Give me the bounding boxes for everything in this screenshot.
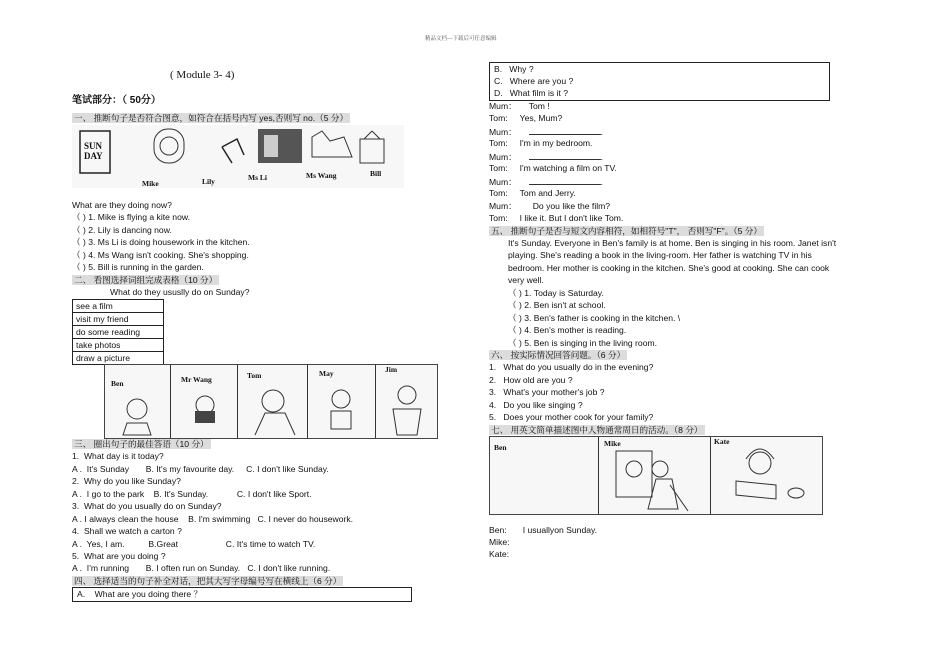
pic-label-mike: Mike	[142, 179, 159, 188]
pic-label-bill: Bill	[370, 169, 382, 178]
list-item: 3. What's your mother's job ?	[489, 387, 605, 397]
list-item: （ ) 1. Mike is flying a kite now.	[72, 212, 190, 222]
list-item: （ ) 5. Bill is running in the garden.	[72, 262, 204, 272]
section-1-picture	[72, 125, 404, 188]
pic-name-mike: Mike	[604, 439, 621, 448]
answer-blank[interactable]	[529, 126, 601, 135]
vocab-item: see a film	[73, 300, 163, 313]
dialog-line: Tom: I'm watching a film on TV.	[489, 163, 617, 173]
list-item: A . I go to the park B. It's Sunday. C. I don't like Sport.	[72, 489, 312, 499]
answer-line-mike: Mike:	[489, 537, 510, 547]
section-2-question: What do they ususlly do on Sunday?	[110, 287, 250, 297]
sunday-sign-label: SUN DAY	[84, 141, 103, 161]
dialog-line: Mum： Do you like the film?	[489, 201, 611, 211]
option-c: C. Where are you ?	[494, 76, 574, 86]
answer-blank[interactable]	[529, 176, 601, 185]
list-item: A . Yes, I am. B.Great C. It's time to watch TV.	[72, 539, 316, 549]
list-item: A . I always clean the house B. I'm swimming C. I never do housework.	[72, 514, 354, 524]
option-b: B. Why ?	[494, 64, 534, 74]
list-item: （ ) 1. Today is Saturday.	[508, 288, 604, 298]
list-item: A . It's Sunday B. It's my favourite day. C. I don't like Sunday.	[72, 464, 329, 474]
section-6-header: 六、 按实际情况回答问题。（6 分）	[491, 350, 626, 360]
list-item: 2. How old are you ?	[489, 375, 573, 385]
vocab-item: visit my friend	[73, 313, 163, 326]
name-label-jim: Jim	[385, 365, 398, 374]
dialog-line: Tom: I like it. But I don't like Tom.	[489, 213, 624, 223]
list-item: 5. Does your mother cook for your family?	[489, 412, 654, 422]
section-2-illustration	[105, 365, 437, 438]
name-label-tom: Tom	[247, 371, 262, 380]
list-item: 4. Shall we watch a carton ?	[72, 526, 182, 536]
list-item: （ ) 4. Ms Wang isn't cooking. She's shopping.	[72, 250, 249, 260]
pic-label-ms-li: Ms Li	[248, 173, 267, 182]
section-5-header: 五、 推断句子是否与短文内容相符，如相符号"T"， 否则写"F"。（5 分）	[491, 226, 762, 236]
passage-line: very well.	[508, 275, 544, 285]
list-item: 1. What do you usually do in the evening?	[489, 362, 654, 372]
watermark: 精品文档---下载后可任意编辑	[425, 36, 497, 42]
section-7-picture	[489, 436, 823, 515]
dialog-line: Mum： .	[489, 127, 604, 137]
list-item: （ ) 3. Ms Li is doing housework in the kitchen.	[72, 237, 250, 247]
dialog-line: Mum： .	[489, 177, 604, 187]
section-2-header: 二、 看图选择词组完成表格（10 分）	[74, 275, 218, 285]
list-item: 3. What do you usually do on Sunday?	[72, 501, 222, 511]
list-item: （ ) 4. Ben's mother is reading.	[508, 325, 627, 335]
list-item: 1. What day is it today?	[72, 451, 164, 461]
list-item: 5. What are you doing ?	[72, 551, 166, 561]
option-a: A. What are you doing there ？	[77, 589, 203, 599]
list-item: 2. Why do you like Sunday?	[72, 476, 181, 486]
section-1-question: What are they doing now?	[72, 200, 172, 210]
pic-name-kate: Kate	[714, 437, 730, 446]
pic-label-ms-wang: Ms Wang	[306, 171, 337, 180]
dialog-line: Tom: Tom and Jerry.	[489, 188, 576, 198]
name-label-ben: Ben	[111, 379, 124, 388]
section-1-illustration	[72, 125, 404, 188]
list-item: （ ) 2. Ben isn't at school.	[508, 300, 606, 310]
dialog-line: Tom: I'm in my bedroom.	[489, 138, 593, 148]
section-7-header: 七、 用英文简单描述图中人物通常周日的活动。（8 分）	[491, 425, 703, 435]
passage-line: playing. She's reading a book in the living-room. Her father is watching TV in his	[508, 250, 812, 260]
vocab-table	[72, 299, 164, 365]
section-3-header: 三、 圈出句子的最佳答语（10 分）	[74, 439, 209, 449]
vocab-item: draw a picture	[73, 352, 163, 365]
dialog-line: Mum： Tom !	[489, 101, 550, 111]
section-2-picture	[104, 364, 438, 439]
list-item: （ ) 3. Ben's father is cooking in the kitchen. \	[508, 313, 681, 323]
list-item: （ ) 5. Ben is singing in the living room.	[508, 338, 658, 348]
options-box	[489, 62, 830, 101]
pic-name-ben: Ben	[494, 443, 507, 452]
answer-blank[interactable]	[529, 151, 601, 160]
name-label-mr-wang: Mr Wang	[181, 375, 212, 384]
dialog-line: Mum： .	[489, 152, 604, 162]
answer-line-ben: Ben: I usuallyon Sunday.	[489, 525, 598, 535]
list-item: （ ) 2. Lily is dancing now.	[72, 225, 172, 235]
option-a-box	[72, 587, 412, 602]
dialog-line: Tom: Yes, Mum?	[489, 113, 563, 123]
section-7-illustration	[490, 437, 822, 514]
passage-line: bedroom. Her mother is cooking in the kitchen. She's good at cooking. She can cook	[508, 263, 830, 273]
section-1-header: 一、 推断句子是否符合图意，如符合在括号内写 yes,否则写 no.（5 分）	[74, 113, 349, 123]
pic-label-lily: Lily	[202, 177, 215, 186]
name-label-may: May	[319, 369, 334, 378]
list-item: A . I'm running B. I often run on Sunday. C. I don't like running.	[72, 563, 331, 573]
module-title: ( Module 3- 4)	[170, 69, 235, 81]
answer-line-kate: Kate:	[489, 549, 510, 559]
section-4-header: 四、 选择适当的句子补全对话，把其大写字母编号写在横线上（6 分）	[74, 576, 342, 586]
vocab-item: take photos	[73, 339, 163, 352]
option-d: D. What film is it ?	[494, 88, 569, 98]
written-part-title: 笔试部分：（ 50分）	[72, 95, 161, 106]
vocab-item: do some reading	[73, 326, 163, 339]
passage-line: It's Sunday. Everyone in Ben's family is at home. Ben is singing in his room. Janet isn't	[508, 238, 837, 248]
list-item: 4. Do you like singing ?	[489, 400, 583, 410]
